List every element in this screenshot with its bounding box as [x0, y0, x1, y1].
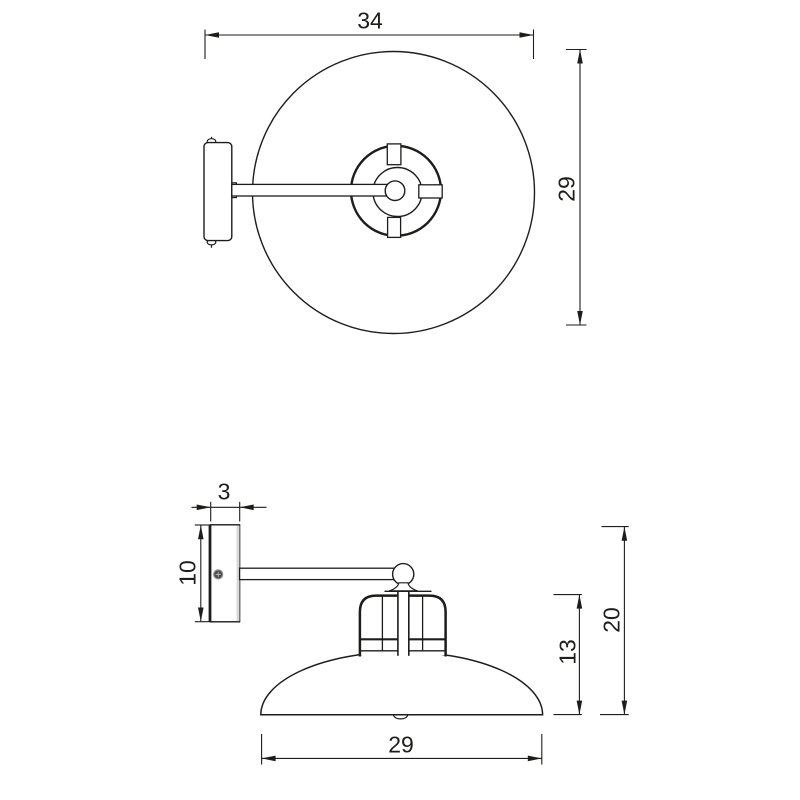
dim-label-plate-height: 10: [174, 560, 201, 586]
front-view: [204, 30, 587, 334]
hub-center-pivot: [385, 181, 405, 201]
dim-label-plate-depth: 3: [217, 478, 231, 505]
wall-plate-front: [204, 143, 232, 241]
dim-label-shade-diameter: 29: [388, 731, 414, 758]
side-view: [192, 502, 629, 765]
dim-label-front-width: 34: [357, 7, 383, 34]
ball-joint: [393, 564, 414, 585]
dimension-plate-depth: [192, 502, 267, 522]
dim-label-total-depth: 20: [598, 607, 625, 633]
mounting-arm-front: [232, 184, 390, 196]
socket-neck: [389, 583, 417, 591]
socket-center-column: [398, 592, 409, 656]
dim-label-front-height: 29: [553, 176, 580, 202]
mounting-arm-side: [240, 568, 395, 579]
dim-label-shade-height: 13: [554, 639, 581, 665]
shade-dome: [261, 652, 543, 715]
screw-icon: [214, 570, 223, 579]
